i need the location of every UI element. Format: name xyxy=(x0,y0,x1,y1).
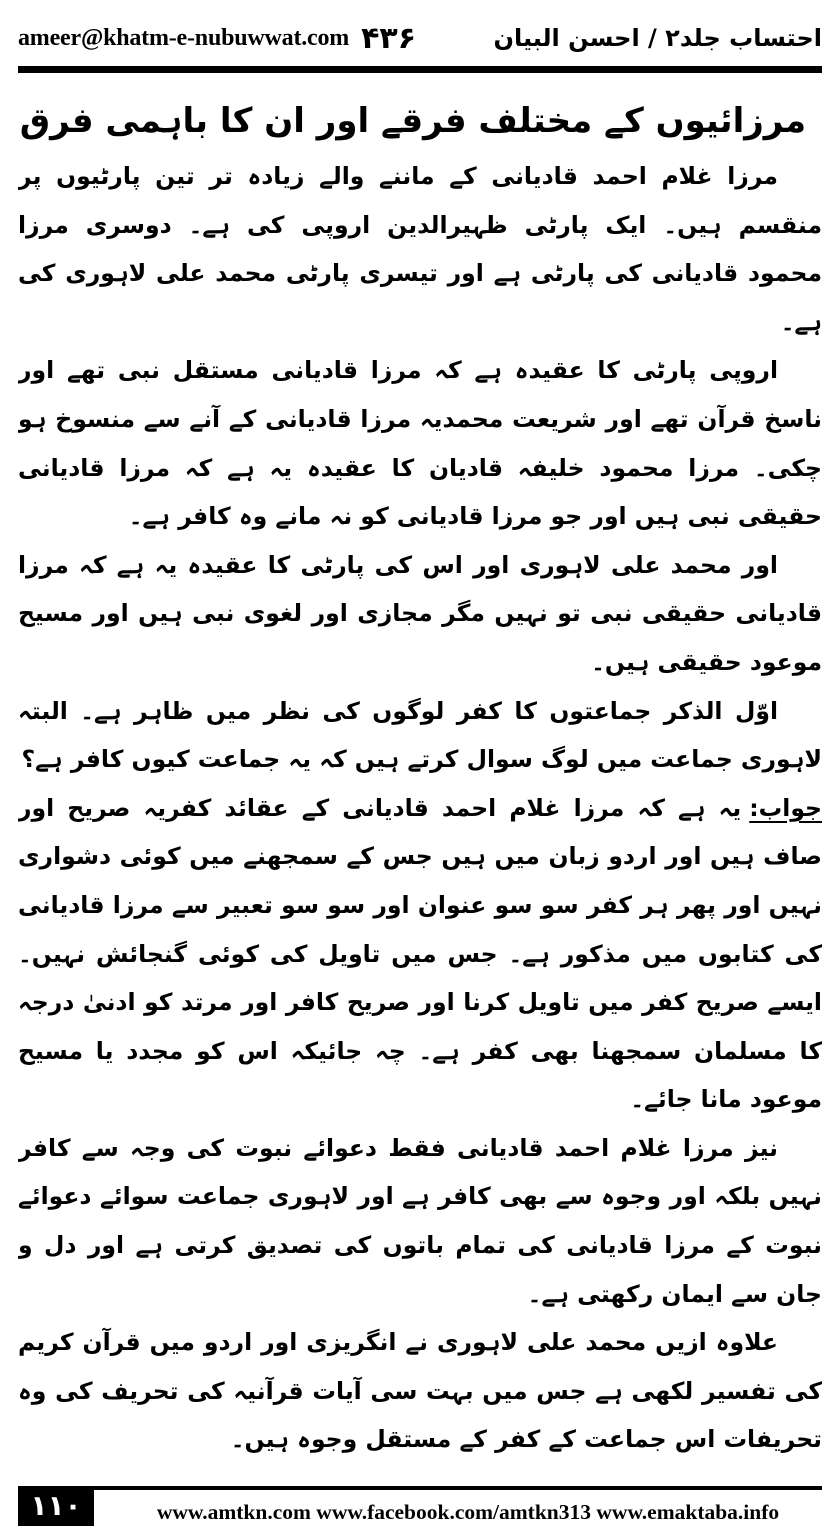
header-rule xyxy=(18,66,822,73)
page-header xyxy=(18,14,822,62)
header-left xyxy=(18,21,416,56)
paragraph-3: اور محمد علی لاہوری اور اس کی پارٹی کا عقیدہ یہ ہے کہ مرزا قادیانی حقیقی نبی تو نہیں مگر مجازی اور لغوی نبی ہیں اور مسیح موعود حقیقی ہیں۔ xyxy=(18,550,822,676)
header-page-number: ۴۳۶ xyxy=(361,20,417,56)
answer-text: یہ ہے کہ مرزا غلام احمد قادیانی کے عقائد کفریہ صریح اور صاف ہیں اور اردو زبان میں ہیں جس کے سمجھنے میں کوئی دشواری نہیں اور پھر ہر کفر سو سو عنوان اور سو سو تعبیر سے مرزا قادیانی کی کتابوں میں مذکور ہے۔ جس میں تاویل کی کوئی گنجائش نہیں۔ ایسے صریح کفر میں تاویل کرنا اور صریح کافر اور مرتد کو ادنیٰ درجہ کا مسلمان سمجھنا بھی کفر ہے۔ چہ جائیکہ اس کو مجدد یا مسیح موعود مانا جائے۔ xyxy=(18,793,822,1114)
paragraph-4: اوّل الذکر جماعتوں کا کفر لوگوں کی نظر میں ظاہر ہے۔ البتہ لاہوری جماعت میں لوگ سوال کرتے ہیں کہ یہ جماعت کیوں کافر ہے؟ xyxy=(18,696,822,774)
footer-links[interactable]: www.amtkn.com www.facebook.com/amtkn313 www.emaktaba.info xyxy=(156,1500,780,1524)
section-title: مرزائیوں کے مختلف فرقے اور ان کا باہمی فرق xyxy=(19,101,806,141)
paragraph-5: نیز مرزا غلام احمد قادیانی فقط دعوائے نبوت کی وجہ سے کافر نہیں بلکہ اور وجوہ سے بھی کافر ہے اور لاہوری جماعت سوائے دعوائے نبوت کے مرزا قادیانی کی تمام باتوں کی تصدیق کرتی ہے اور دل و جان سے ایمان رکھتی ہے۔ xyxy=(18,1133,822,1308)
header-book-title: احتساب جلد۲ / احسن البیان xyxy=(493,24,822,52)
header-email[interactable]: ameer@khatm-e-nubuwwat.com xyxy=(18,24,350,51)
page-content xyxy=(18,86,822,1466)
footer-page-number: ١١٠ xyxy=(18,1486,94,1526)
answer-label: جواب: xyxy=(749,793,822,822)
footer-rule xyxy=(18,1486,822,1490)
paragraph-6: علاوہ ازیں محمد علی لاہوری نے انگریزی اور اردو میں قرآن کریم کی تفسیر لکھی ہے جس میں بہت سی آیات قرآنیہ کی تحریف کی وہ تحریفات اس جماعت کے کفر کے مستقل وجوہ ہیں۔ xyxy=(18,1328,822,1454)
paragraph-1: مرزا غلام احمد قادیانی کے ماننے والے زیادہ تر تین پارٹیوں پر منقسم ہیں۔ ایک پارٹی ظہیرالدین اروپی کی ہے۔ دوسری مرزا محمود قادیانی کی پارٹی ہے اور تیسری پارٹی محمد علی لاہوری کی ہے۔ xyxy=(18,162,822,336)
answer-paragraph xyxy=(18,784,822,1124)
page-footer xyxy=(18,1486,822,1530)
paragraph-2: اروپی پارٹی کا عقیدہ ہے کہ مرزا قادیانی مستقل نبی تھے اور ناسخ قرآن تھے اور شریعت محمدیہ مرزا قادیانی کے آنے سے منسوخ ہو چکی۔ مرزا محمود خلیفہ قادیان کا عقیدہ یہ ہے کہ مرزا قادیانی حقیقی نبی ہیں اور جو مرزا قادیانی کو نہ مانے وہ کافر ہے۔ xyxy=(18,356,822,531)
